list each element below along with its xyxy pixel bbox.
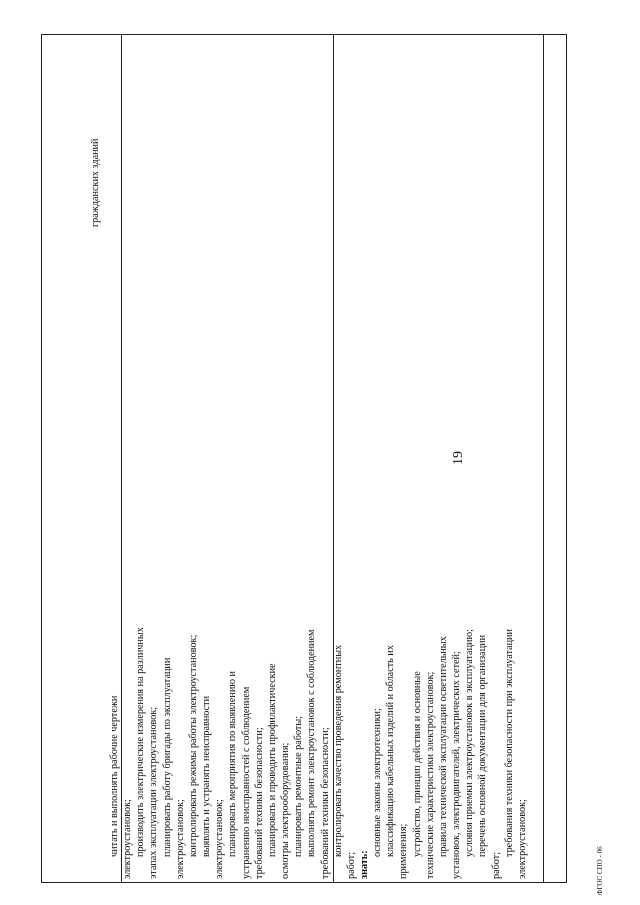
competence-line: требований техники безопасности; bbox=[319, 727, 331, 879]
competence-line: работ; bbox=[490, 851, 502, 879]
footer-code: ФГОС СПО - 06 bbox=[596, 846, 604, 895]
competence-line: планировать мероприятия по выявлению и bbox=[227, 671, 239, 857]
competence-line: технические характеристики электроустановок; bbox=[424, 671, 436, 879]
competence-line: планировать работу бригады по эксплуатации bbox=[161, 657, 173, 857]
competence-line: электроустановок; bbox=[122, 799, 134, 879]
competence-line: производить электрические измерения на различных bbox=[135, 627, 147, 857]
competence-line: электроустановок; bbox=[214, 799, 226, 879]
table-row-divider bbox=[543, 35, 544, 882]
competence-line: требований техники безопасности; bbox=[253, 727, 265, 879]
competence-line: выполнять ремонт электроустановок с соблюдением bbox=[306, 629, 318, 857]
competence-text-column bbox=[108, 389, 529, 879]
competence-line: электроустановок; bbox=[174, 799, 186, 879]
competence-line: читать и выполнять рабочие чертежи bbox=[109, 695, 120, 857]
competence-line: планировать и проводить профилактические bbox=[266, 663, 278, 857]
competence-line: условия приемки электроустановок в эксплуатацию; bbox=[464, 629, 476, 857]
competence-line: перечень основной документации для организации bbox=[477, 634, 489, 857]
competence-line: установок, электродвигателей, электрических сетей; bbox=[451, 651, 463, 879]
competence-line: основные законы электротехники; bbox=[372, 708, 384, 857]
competence-line: работ; bbox=[345, 851, 357, 879]
competence-line: знать: bbox=[358, 850, 370, 879]
competence-line: планировать ремонтные работы; bbox=[293, 715, 305, 857]
competence-line: правила технической эксплуатации осветительных bbox=[437, 636, 449, 857]
competence-line: требования техники безопасности при эксплуатации bbox=[503, 629, 515, 857]
competence-line: классификацию кабельных изделий и область их bbox=[385, 645, 397, 857]
competence-line: контролировать качество проведения ремонтных bbox=[332, 644, 344, 857]
competence-line: применения; bbox=[398, 823, 410, 879]
competence-line: осмотры электрооборудования; bbox=[280, 742, 292, 879]
competence-line: выявлять и устранять неисправности bbox=[201, 695, 213, 857]
competence-line: этапах эксплуатации электроустановок; bbox=[148, 706, 160, 879]
competence-line: контролировать режимы работы электроустановок; bbox=[187, 634, 199, 857]
competence-line: устройство, принцип действия и основные bbox=[411, 671, 423, 857]
page-number: 19 bbox=[451, 451, 466, 465]
building-type-cell: гражданских зданий bbox=[90, 138, 101, 227]
competence-line: электроустановок; bbox=[516, 799, 528, 879]
competence-line: устранению неисправностей с соблюдением bbox=[240, 686, 252, 879]
